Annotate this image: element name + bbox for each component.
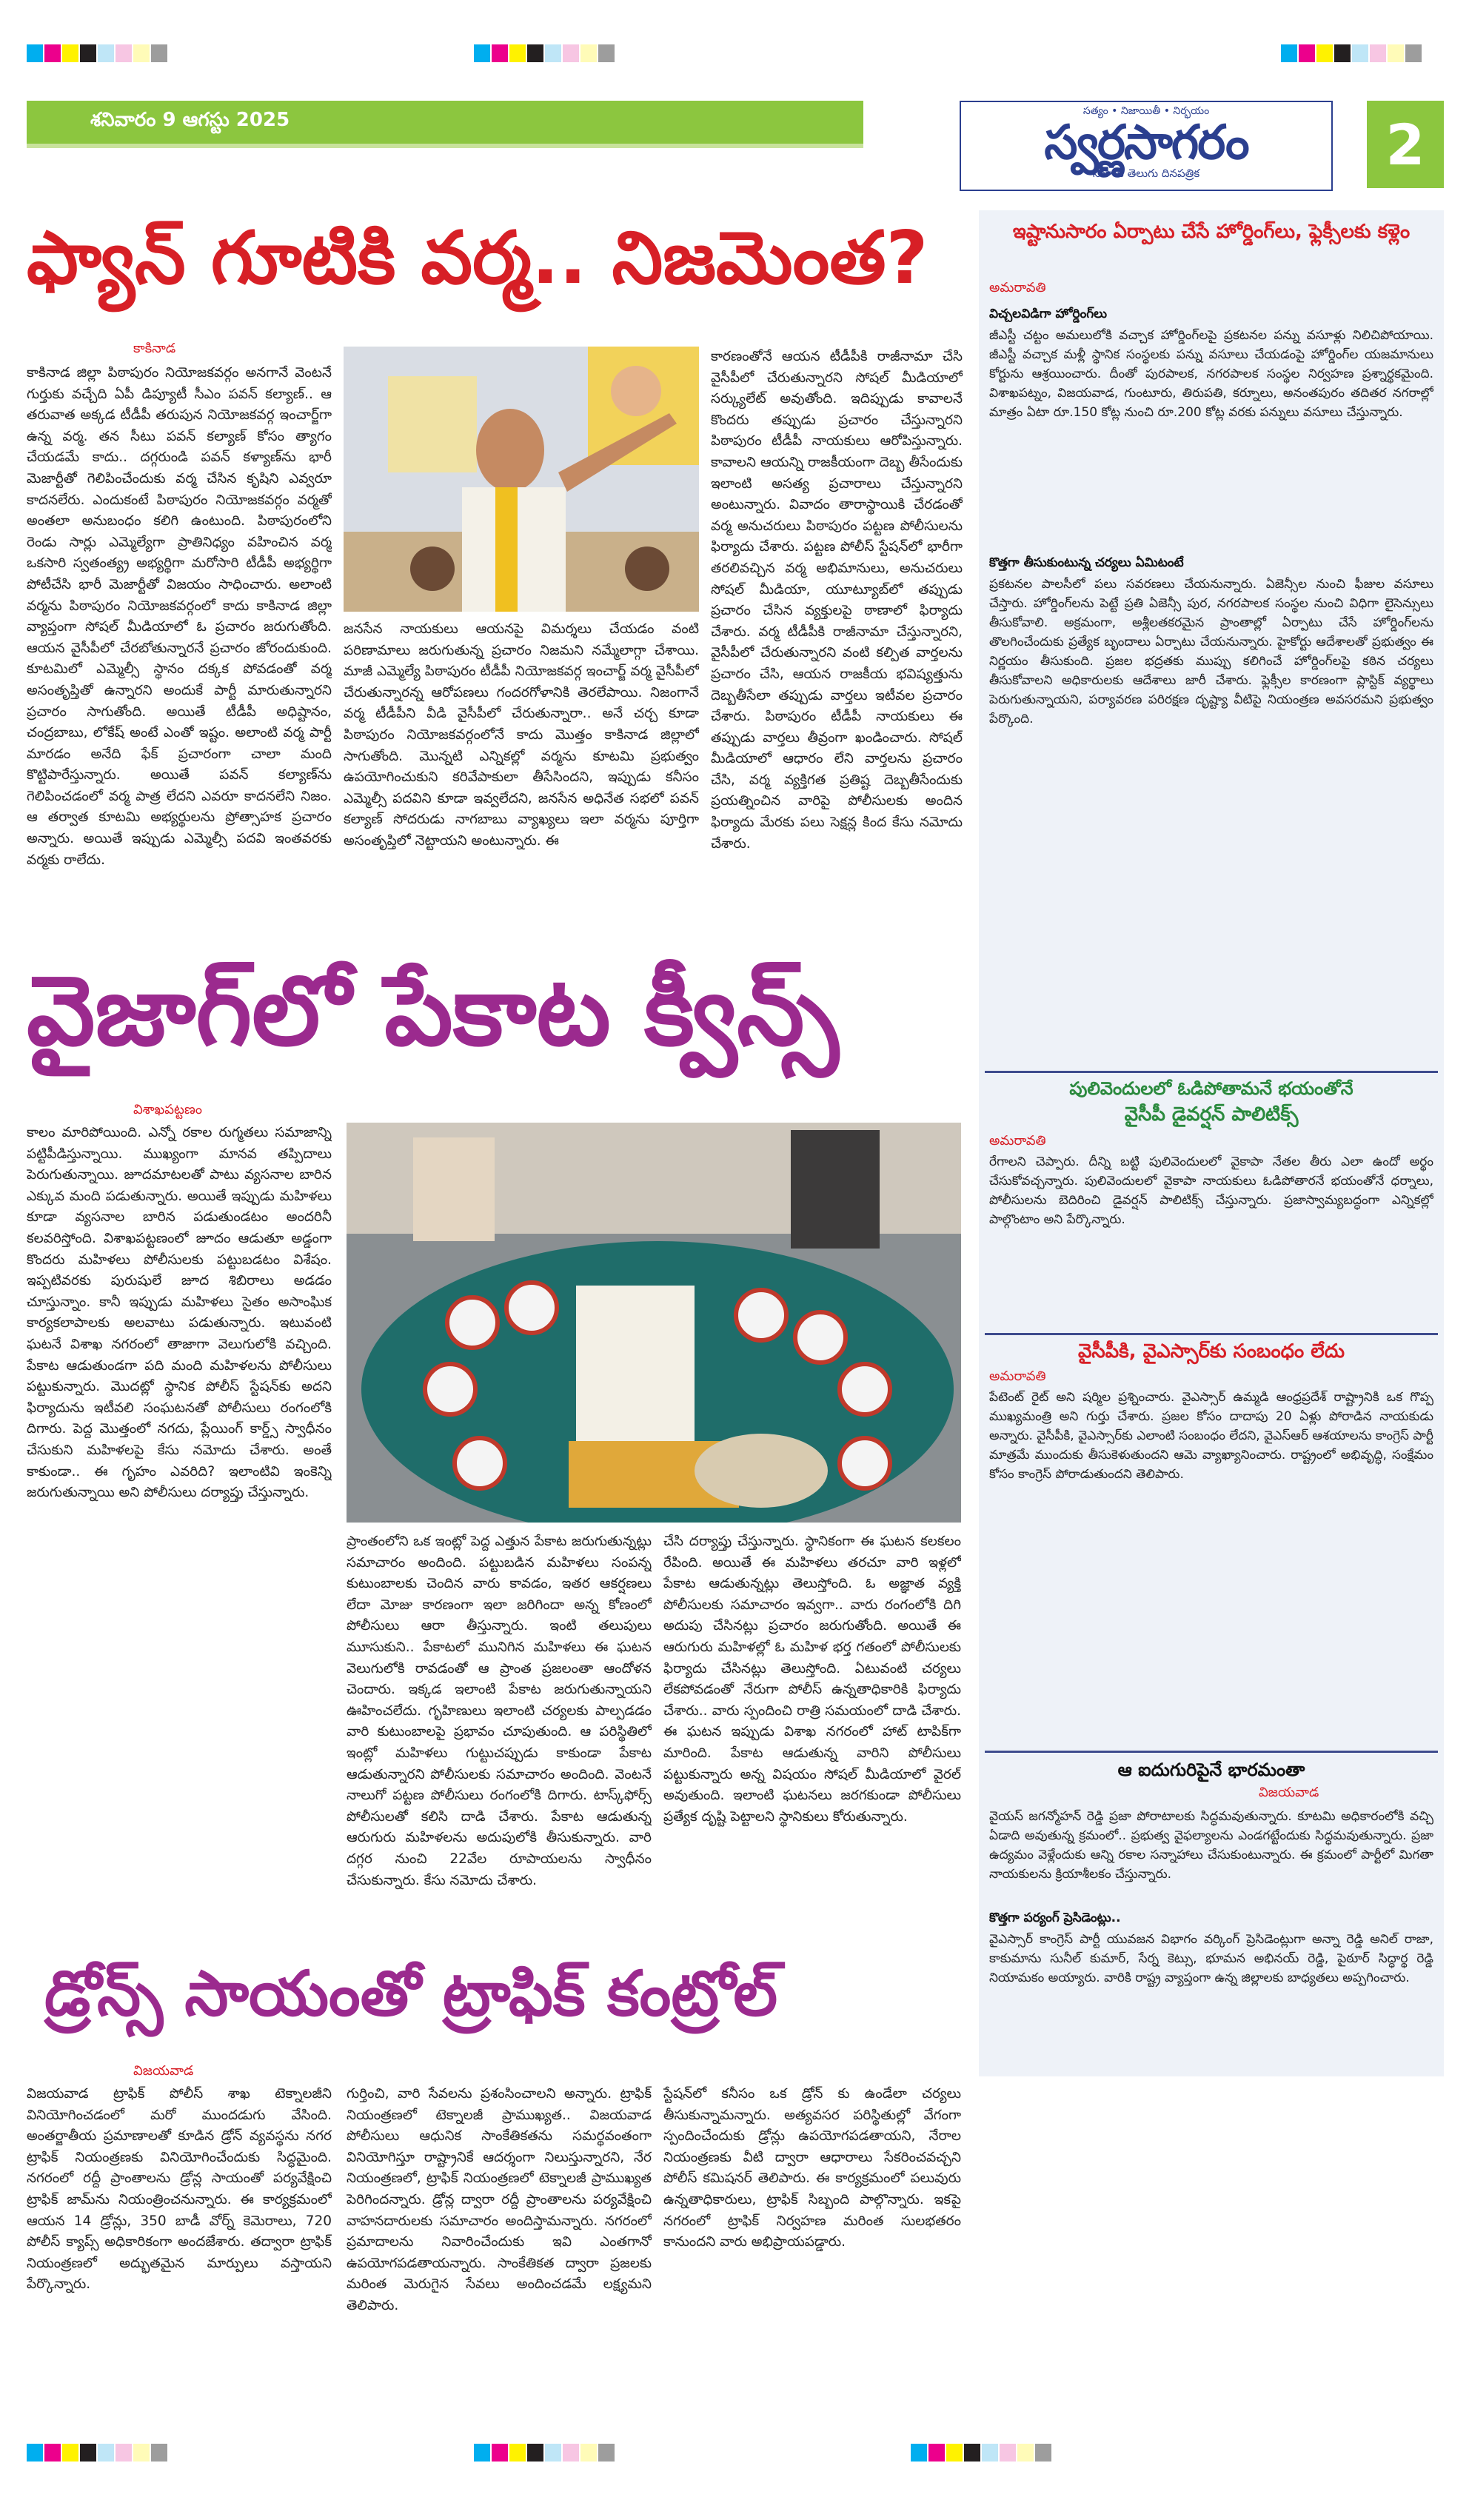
article3-headline: డ్రోన్స్ సాయంతో ట్రాఫిక్ కంట్రోల్ [44, 1957, 778, 2030]
sidebar-story2-text: రేగాలని చెప్పారు. దీన్ని బట్టి పులివెందులలో వైకాపా నేతల తీరు ఎలా ఉందో అర్థం చేసుకోవచ్చన్నారు. పులివెందులలో వైకాపా నాయకులు ఓడిపోతారనే భయంతోనే ధర్నాలు, పోలీసులను బెదిరించి డైవర్షన్ పాలిటిక్స్ చేస్తున్నారు. ప్రజాస్వామ్యబద్ధంగా ఎన్నికల్లో పాల్గొంటాం అని పేర్కొన్నారు. [989, 1154, 1433, 1227]
sidebar-story2-headline-1: పులివెందులలో ఓడిపోతామనే భయంతోనే [1069, 1078, 1353, 1099]
sidebar-story1-dateline: అమరావతి [989, 280, 1046, 295]
sidebar-story2-dateline: అమరావతి [989, 1133, 1046, 1149]
article2-column-1: కాలం మారిపోయింది. ఎన్నో రకాల రుగ్మతలు సమాజాన్ని పట్టిపీడిస్తున్నాయి. ముఖ్యంగా మానవ తప్పిదాలు పెరుగుతున్నాయి. జూదమాటలతో పాటు వ్యసనాల బారిన ఎక్కువ మంది పడుతున్నారు. అయితే ఇప్పుడు మహిళలు కూడా వ్యసనాల బారిన పడుతుండటం అందరినీ కలవరిస్తోంది. విశాఖపట్టణంలో జూదం ఆడుతూ అడ్డంగా కొందరు మహిళలు పోలీసులకు పట్టుబడటం విశేషం. ఇప్పటివరకు పురుషులే జూద శిబిరాలు అడడం చూస్తున్నాం. కానీ ఇప్పుడు మహిళలు సైతం అసాంఘిక కార్యకలాపాలకు అలవాటు పడుతున్నారు. ఇటువంటి ఘటనే విశాఖ నగరంలో తాజాగా వెలుగులోకి వచ్చింది. పేకాట ఆడుతుండగా పది మంది మహిళలను పోలీసులు పట్టుకున్నారు. మొదట్లో స్థానిక పోలీస్ స్టేషన్‌కు అదని ఫిర్యాదును ఇటీవలి సంఘటనతో పోలీసులు రంగంలోకి దిగారు. పెద్ద మొత్తంలో నగదు, ప్లేయింగ్ కార్డ్స్ స్వాధీనం చేసుకుని మహిళలపై కేసు నమోదు చేశారు. అంతే కాకుండా.. ఈ గృహం ఎవరిది? ఇలాంటివి ఇంకెన్ని జరుగుతున్నాయి అని పోలీసులు దర్యాప్తు చేస్తున్నారు. [27, 1125, 332, 1501]
sidebar-divider-2 [985, 1333, 1438, 1335]
registration-marks-bottom-right [911, 2444, 1051, 2461]
sidebar-story4-subhead: కొత్తగా పర్యంగ్ ప్రెసిడెంట్లు.. [989, 1911, 1121, 1925]
sidebar-story4-text: వైయస్ జగన్మోహన్ రెడ్డి ప్రజా పోరాటాలకు సిద్ధమవుతున్నారు. కూటమి అధికారంలోకి వచ్చి ఏడాది అవుతున్న క్రమంలో.. ప్రభుత్వ వైఫల్యాలను ఎండగట్టేందుకు సిద్ధమవుతున్నారు. ప్రజా ఉద్యమం వెళ్లేందుకు ఆన్ని రకాల సన్నాహాలు చేసుకుంటున్నారు. ఈ క్రమంలో పార్టీలో మిగతా నాయకులను క్రియాశీలకం చేస్తున్నారు. [989, 1809, 1433, 1882]
sidebar-story4-dateline: విజయవాడ [1259, 1785, 1319, 1800]
article2-column-2: ప్రాంతంలోని ఒక ఇంట్లో పెద్ద ఎత్తున పేకాట జరుగుతున్నట్లు సమాచారం అందింది. పట్టుబడిన మహిళలు సంపన్న కుటుంబాలకు చెందిన వారు కావడం, ఇతర ఆకర్షణలు లేదా మోజు కారణంగా ఇలా జరిగిందా అన్న కోణంలో పోలీసులు ఆరా తీస్తున్నారు. ఇంటి తలుపులు మూసుకుని.. పేకాటలో మునిగిన మహిళలు ఈ ఘటన వెలుగులోకి రావడంతో ఆ ప్రాంత ప్రజలంతా ఆందోళన చెందారు. ఇక్కడ ఇలాంటి పేకాట జరుగుతున్నాయని ఊహించలేదు. గృహిణులు ఇలాంటి చర్యలకు పాల్పడడం వారి కుటుంబాలపై ప్రభావం చూపుతుంది. ఆ పరిస్థితిలో ఇంట్లో మహిళలు గుట్టుచప్పుడు కాకుండా పేకాట ఆడుతున్నారని పోలీసులకు సమాచారం అందింది. వెంటనే నాలుగో పట్టణ పోలీసులు రంగంలోకి దిగారు. టాస్క్‌ఫోర్స్ పోలీసులతో కలిసి దాడి చేశారు. పేకాట ఆడుతున్న ఆరుగురు మహిళలను అదుపులోకి తీసుకున్నారు. వారి దగ్గర నుంచి 22వేల రూపాయలను స్వాధీనం చేసుకున్నారు. కేసు నమోదు చేశారు. [347, 1534, 652, 1888]
sidebar-story3-dateline: అమరావతి [989, 1368, 1046, 1384]
page-number: 2 [1367, 101, 1444, 188]
article3-column-3: స్టేషన్‌లో కనీసం ఒక డ్రోన్ కు ఉండేలా చర్యలు తీసుకున్నామన్నారు. అత్యవసర పరిస్థితుల్లో వేగంగా స్పందించేందుకు డ్రోన్లు ఉపయోగపడతాయని, నేరాల నియంత్రణకు వీటి ద్వారా ఆధారాలు సేకరించవచ్చని పోలీస్ కమిషనర్ తెలిపారు. ఈ కార్యక్రమంలో పలువురు ఉన్నతాధికారులు, ట్రాఫిక్ సిబ్బంది పాల్గొన్నారు. ఇకపై నగరంలో ట్రాఫిక్ నిర్వహణ మరింత సులభతరం కానుందని వారు అభిప్రాయపడ్డారు. [663, 2086, 961, 2250]
registration-marks-bottom-mid [474, 2444, 615, 2461]
article2-column-3: చేసి దర్యాప్తు చేస్తున్నారు. స్థానికంగా ఈ ఘటన కలకలం రేపింది. అయితే ఈ మహిళలు తరచూ వారి ఇళ్లలో పేకాట ఆడుతున్నట్లు తెలుస్తోంది. ఓ అజ్ఞాత వ్యక్తి పోలీసులకు సమాచారం ఇవ్వగా.. వారు రంగంలోకి దిగి అదుపు చేసినట్లు ప్రచారం జరుగుతోంది. అయితే ఈ ఆరుగురు మహిళల్లో ఓ మహిళ భర్త గతంలో పోలీసులకు ఫిర్యాదు చేసినట్లు తెలుస్తోంది. ఏటువంటి చర్యలు లేకపోవడంతో నేరుగా పోలీస్ ఉన్నతాధికారికి ఫిర్యాదు చేశారు.. వారు స్పందించి రాత్రి సమయంలో దాడి చేశారు. ఈ ఘటన ఇప్పుడు విశాఖ నగరంలో హాట్ టాపిక్‌గా మారింది. పేకాట ఆడుతున్న వారిని పోలీసులు పట్టుకున్నారు అన్న విషయం సోషల్ మీడియాలో వైరల్ అవుతుంది. ఇలాంటి ఘటనలు జరగకుండా పోలీసులు ప్రత్యేక దృష్టి పెట్టాలని స్థానికులు కోరుతున్నారు. [663, 1534, 961, 1825]
sidebar-story1-subhead-2: కొత్తగా తీసుకుంటున్న చర్యలు ఏమిటంటే [989, 555, 1184, 570]
article3-dateline: విజయవాడ [133, 2063, 194, 2079]
registration-marks-bottom-left [27, 2444, 167, 2461]
sidebar-story1-text-2: ప్రకటనల పాలసీలో పలు సవరణలు చేయనున్నారు. ఏజెన్సీల నుంచి ఫీజుల వసూలు చేస్తారు. హోర్డింగ్‌లను పెట్టే ప్రతి ఏజెన్సీ పుర, నగరపాలక సంస్థల నుంచి విధిగా లైసెన్సులు తీసుకోవాలి. అక్రమంగా, అశ్లీలతకరమైన ప్రాంతాల్లో ఏర్పాటు చేసే హోర్డింగ్‌లను తొలగించేందుకు ప్రత్యేక బృందాలు ఏర్పాటు చేయనున్నారు. హైకోర్టు ఆదేశాలతో ప్రభుత్వం ఈ నిర్ణయం తీసుకుంది. ప్రజల భద్రతకు ముప్పు కలిగించే హోర్డింగ్‌లపై కఠిన చర్యలు తీసుకోవాలని అధికారులకు ఆదేశాలు జారీ చేశారు. ఫ్లెక్సీల కారణంగా ప్లాస్టిక్ వ్యర్థాలు పెరుగుతున్నాయని, పర్యావరణ పరిరక్షణ దృష్ట్యా వీటిపై నియంత్రణ అవసరమని ప్రభుత్వం పేర్కొంది. [989, 577, 1433, 726]
sidebar-story4-headline: ఆ ఐదుగురిపైనే భారమంతా [1117, 1759, 1305, 1780]
header-rule [27, 144, 863, 148]
sidebar-story3-text: పేటెంట్ రైట్ అని షర్మిల ప్రశ్నించారు. వైఎస్సార్ ఉమ్మడి ఆంధ్రప్రదేశ్ రాష్ట్రానికి ఒక గొప్ప ముఖ్యమంత్రి అని గుర్తు చేశారు. ప్రజల కోసం దాదాపు 20 ఏళ్లు పోరాడిన నాయకుడు అన్నారు. వైసీపీకి, వైఎస్సార్‌కు ఎలాంటి సంబంధం లేదని, వైఎస్ఆర్ ఆశయాలను కాంగ్రెస్ పార్టీ మాత్రమే ముందుకు తీసుకెళుతుందని ఆమె వ్యాఖ్యానించారు. రాష్ట్రంలో అభివృద్ధి, సంక్షేమం కోసం కాంగ్రెస్ పోరాడుతుందని తెలిపారు. [989, 1390, 1433, 1482]
date-bar [27, 101, 863, 144]
article3-column-1: విజయవాడ ట్రాఫిక్ పోలీస్ శాఖ టెక్నాలజీని వినియోగించడంలో మరో ముందడుగు వేసింది. అంతర్జాతీయ ప్రమాణాలతో కూడిన డ్రోన్ వ్యవస్థను నగర ట్రాఫిక్ నియంత్రణకు వినియోగించేందుకు సిద్ధమైంది. నగరంలో రద్దీ ప్రాంతాలను డ్రోన్ల సాయంతో పర్యవేక్షించి ట్రాఫిక్ జామ్‌ను నియంత్రించనున్నారు. ఈ కార్యక్రమంలో ఆయన 14 డ్రోన్లు, 350 బాడీ వోర్న్ కెమెరాలు, 720 పోలీస్ క్యాప్స్ అధికారికంగా అందజేశారు. తద్వారా ట్రాఫిక్ నియంత్రణలో అద్భుతమైన మార్పులు వస్తాయని పేర్కొన్నారు. [27, 2086, 332, 2293]
article2-dateline: విశాఖపట్టణం [133, 1102, 202, 1117]
issue-date: శనివారం 9 ఆగస్టు 2025 [90, 109, 290, 131]
article1-column-2: జనసేన నాయకులు ఆయనపై విమర్శలు చేయడం వంటి పరిణామాలు జరుగుతున్న ప్రచారం నిజమని నమ్మేలాగ్గా చేశాయి. మాజీ ఎమ్మెల్యే పిఠాపురం టీడీపీ నియోజకవర్గ ఇంచార్జ్ వర్మ వైసీపీలో చేరుతున్నారన్న ఆరోపణలు గందరగోళానికి తెరలేపాయి. నిజంగానే వర్మ టీడీపీని వీడి వైసీపీలో చేరుతున్నారా.. అనే చర్చ కూడా పిఠాపురం నియోజకవర్గంలోనే కాదు మొత్తం కాకినాడ జిల్లాలో సాగుతోంది. మొన్నటి ఎన్నికల్లో వర్మను కూటమి ప్రభుత్వం ఉపయోగించుకుని కరివేపాకులా తీసేసిందని, ఇప్పుడు కనీసం ఎమ్మెల్సీ పదవిని కూడా ఇవ్వలేదని, జనసేన అధినేత సభలో పవన్ కల్యాణ్ సోదరుడు నాగబాబు వ్యాఖ్యలు ఇలా వర్మను పూర్తిగా అసంతృప్తిలో నెట్టాయని అంటున్నారు. ఈ [344, 621, 699, 849]
masthead-title: స్వర్ణసాగరం [1044, 115, 1248, 170]
sidebar-story1-headline: ఇష్టానుసారం ఏర్పాటు చేసే హోర్డింగ్‌లు, ఫ్లెక్సీలకు కళ్లెం [1012, 221, 1411, 243]
sidebar-story1-subhead-1: విచ్చలవిడిగా హోర్డింగ్‌లు [989, 307, 1108, 321]
sidebar-divider-3 [985, 1751, 1438, 1753]
article3-column-2: గుర్తించి, వారి సేవలను ప్రశంసించాలని అన్నారు. ట్రాఫిక్ నియంత్రణలో టెక్నాలజీ ప్రాముఖ్యత.. విజయవాడ పోలీసులు ఆధునిక సాంకేతికతను సమర్థవంతంగా వినియోగిస్తూ రాష్ట్రానికే ఆదర్శంగా నిలుస్తున్నారని, నేర నియంత్రణలో, ట్రాఫిక్ నియంత్రణలో టెక్నాలజీ ప్రాముఖ్యత పెరిగిందన్నారు. డ్రోన్ల ద్వారా రద్దీ ప్రాంతాలను పర్యవేక్షించి వాహనదారులకు సమాచారం అందిస్తామన్నారు. నగరంలో ప్రమాదాలను నివారించేందుకు ఇవి ఎంతగానో ఉపయోగపడతాయన్నారు. సాంకేతికత ద్వారా ప్రజలకు మరింత మెరుగైన సేవలు అందించడమే లక్ష్యమని తెలిపారు. [347, 2086, 652, 2313]
registration-marks-top-right [1281, 44, 1422, 62]
article1-headline: ఫ్యాన్ గూటికి వర్మ.. నిజమెంత? [27, 216, 928, 301]
article2-photo [347, 1123, 961, 1523]
speaker-photo [344, 347, 699, 612]
article1-column-1: కాకినాడ జిల్లా పిఠాపురం నియోజకవర్గం అనగానే వెంటనే గుర్తుకు వచ్చేది ఏపీ డిప్యూటీ సీఎం పవన్ కల్యాణ్.. ఆ తరువాత అక్కడ టీడీపీ తరుపున నియోజకవర్గ ఇంచార్జ్‌గా ఉన్న వర్మ. తన సీటు పవన్ కల్యాణ్ కోసం త్యాగం చేయడమే కాదు.. దగ్గరుండి పవన్ కళ్యాణ్‌ను భారీ మెజార్టీతో గెలిపించేందుకు వర్మ చేసిన కృషిని ఎవ్వరూ కాదనలేరు. ఎందుకంటే పిఠాపురం నియోజకవర్గం వర్మతో అంతలా అనుబంధం కలిగి ఉంటుంది. పిఠాపురంలోని రెండు సార్లు ఎమ్మెల్యేగా ప్రాతినిధ్యం వహించిన వర్మ ఒకసారి స్వతంత్య్ర అభ్యర్థిగా మరోసారి టీడీపీ అభ్యర్థిగా పోటీచేసి భారీ మెజార్టీతో విజయం సాధించారు. అలాంటి వర్మను పిఠాపురం నియోజకవర్గంలో కాదు కాకినాడ జిల్లా వ్యాప్తంగా సోషల్ మీడియాలో ఓ ప్రచారం జరుగుతోంది. ఆయన వైసీపీలో చేరబోతున్నారనే ప్రచారం జోరందుకుంది. కూటమిలో ఎమ్మెల్సీ స్థానం దక్కక పోవడంతో వర్మ అసంతృప్తితో ఉన్నారని అందుకే పార్టీ మారుతున్నారని ప్రచారం సాగుతోంది. అయితే టీడీపీ అధిష్టానం, చంద్రబాబు, లోకేష్ అంటే ఎంతో ఇష్టం. అలాంటి వర్మ పార్టీ మారడం అనేది ఫేక్ ప్రచారంగా చాలా మంది కొట్టిపారేస్తున్నారు. అయితే పవన్ కల్యాణ్‌ను గెలిపించడంలో వర్మ పాత్ర లేదని ఎవరూ కాదనలేని నిజం. ఆ తర్వాత కూటమి అభ్యర్థులను ప్రోత్సాహక ప్రచారం అన్నారు. అయితే ఇప్పుడు ఎమ్మెల్సీ పదవి ఇంతవరకు వర్మకు రాలేదు. [27, 365, 332, 868]
article1-photo [344, 347, 699, 612]
sidebar-story4-text-2: వైఎస్సార్ కాంగ్రెస్ పార్టీ యువజన విభాగం వర్కింగ్ ప్రెసిడెంట్లుగా అన్నా రెడ్డి అనిల్ రాజా, కాకుమాను సునీల్ కుమార్, సేర్న కెట్సు, భూమన అభినయ్ రెడ్డి, పైఠూర్ సిద్ధార్థ రెడ్డి నియామకం అయ్యారు. వారికి రాష్ట్ర వ్యాప్తంగా ఉన్న జిల్లాలకు బాధ్యతలు అప్పగించారు. [989, 1932, 1433, 1985]
masthead-motto: సత్యం • నిజాయితీ • నిర్భయం [1082, 105, 1210, 117]
registration-marks-top-mid [474, 44, 615, 62]
registration-marks-top-left [27, 44, 167, 62]
masthead-tagline: నిజాలు తెలుగు దినపత్రిక [1092, 167, 1200, 180]
sidebar-story3-headline: వైసీపీకి, వైఎస్సార్‌కు సంబంధం లేదు [1077, 1340, 1345, 1363]
masthead [960, 101, 1333, 191]
article1-dateline: కాకినాడ [133, 341, 176, 356]
sidebar-story2-headline-2: వైసీపీ డైవర్షన్ పాలిటిక్స్ [1124, 1103, 1299, 1126]
sidebar-story1-text-1: జీఎస్టీ చట్టం అమలులోకి వచ్చాక హోర్డింగ్‌లపై ప్రకటనల పన్ను వసూళ్లు నిలిచిపోయాయి. జీఎస్టీ వచ్చాక మళ్లీ స్థానిక సంస్థలకు పన్ను వసూలు చేయడంపై హోర్డింగ్‌ల యజమానులు కోర్టును ఆశ్రయించారు. దీంతో పురపాలక, నగరపాలక సంస్థల నిర్వహణ ప్రశ్నార్థకమైంది. విశాఖపట్నం, విజయవాడ, గుంటూరు, తిరుపతి, కర్నూలు, అనంతపురం తదితర నగరాల్లో మాత్రం ఏటా రూ.150 కోట్ల నుంచి రూ.200 కోట్ల వరకు పన్నులు వసూలు చేస్తున్నారు. [989, 328, 1433, 420]
article2-headline: వైజాగ్‌లో పేకాట క్వీన్స్ [27, 955, 839, 1067]
sidebar-divider-1 [985, 1071, 1438, 1073]
article1-column-3: కారణంతోనే ఆయన టీడీపీకి రాజీనామా చేసి వైసీపీలో చేరుతున్నారని సోషల్ మీడియాలో సర్క్యులేట్ అవుతోంది. ఇదిప్పుడు కావాలనే కొందరు తప్పుడు ప్రచారం చేస్తున్నారని పిఠాపురం టీడీపీ నాయకులు ఆరోపిస్తున్నారు. కావాలని ఆయన్ని రాజకీయంగా దెబ్బ తీసేందుకు ఇలాంటి అసత్య ప్రచారాలు చేస్తున్నారని అంటున్నారు. వివాదం తారాస్థాయికి చేరడంతో వర్మ అనుచరులు పిఠాపురం పట్టణ పోలీసులను ఫిర్యాదు చేశారు. పట్టణ పోలీస్ స్టేషన్‌లో భారీగా తరలివచ్చిన వర్మ అభిమానులు, అనుచరులు సోషల్ మీడియా, యూట్యూబ్‌లో తప్పుడు ప్రచారం చేసిన వ్యక్తులపై ఠాణాలో ఫిర్యాదు చేశారు. వర్మ టీడీపీకి రాజీనామా చేస్తున్నారని, వైసీపీలో చేరుతున్నారని వంటి కల్పిత వార్తలను ప్రచారం చేసి, ఆయన రాజకీయ భవిష్యత్తును దెబ్బతీసేలా తప్పుడు వార్తలు ఇటీవల ప్రచారం చేశారు. పిఠాపురం టీడీపీ నాయకులు ఈ తప్పుడు వార్తలు తీవ్రంగా ఖండించారు. సోషల్ మీడియాలో ఆధారం లేని వార్తలను ప్రచారం చేసి, వర్మ వ్యక్తిగత ప్రతిష్ట దెబ్బతీసేందుకు ప్రయత్నించిన వారిపై పోలీసులకు అందిన ఫిర్యాదు మేరకు పలు సెక్షన్ల కింద కేసు నమోదు చేశారు. [711, 349, 963, 852]
gambling-table-photo [347, 1123, 961, 1523]
